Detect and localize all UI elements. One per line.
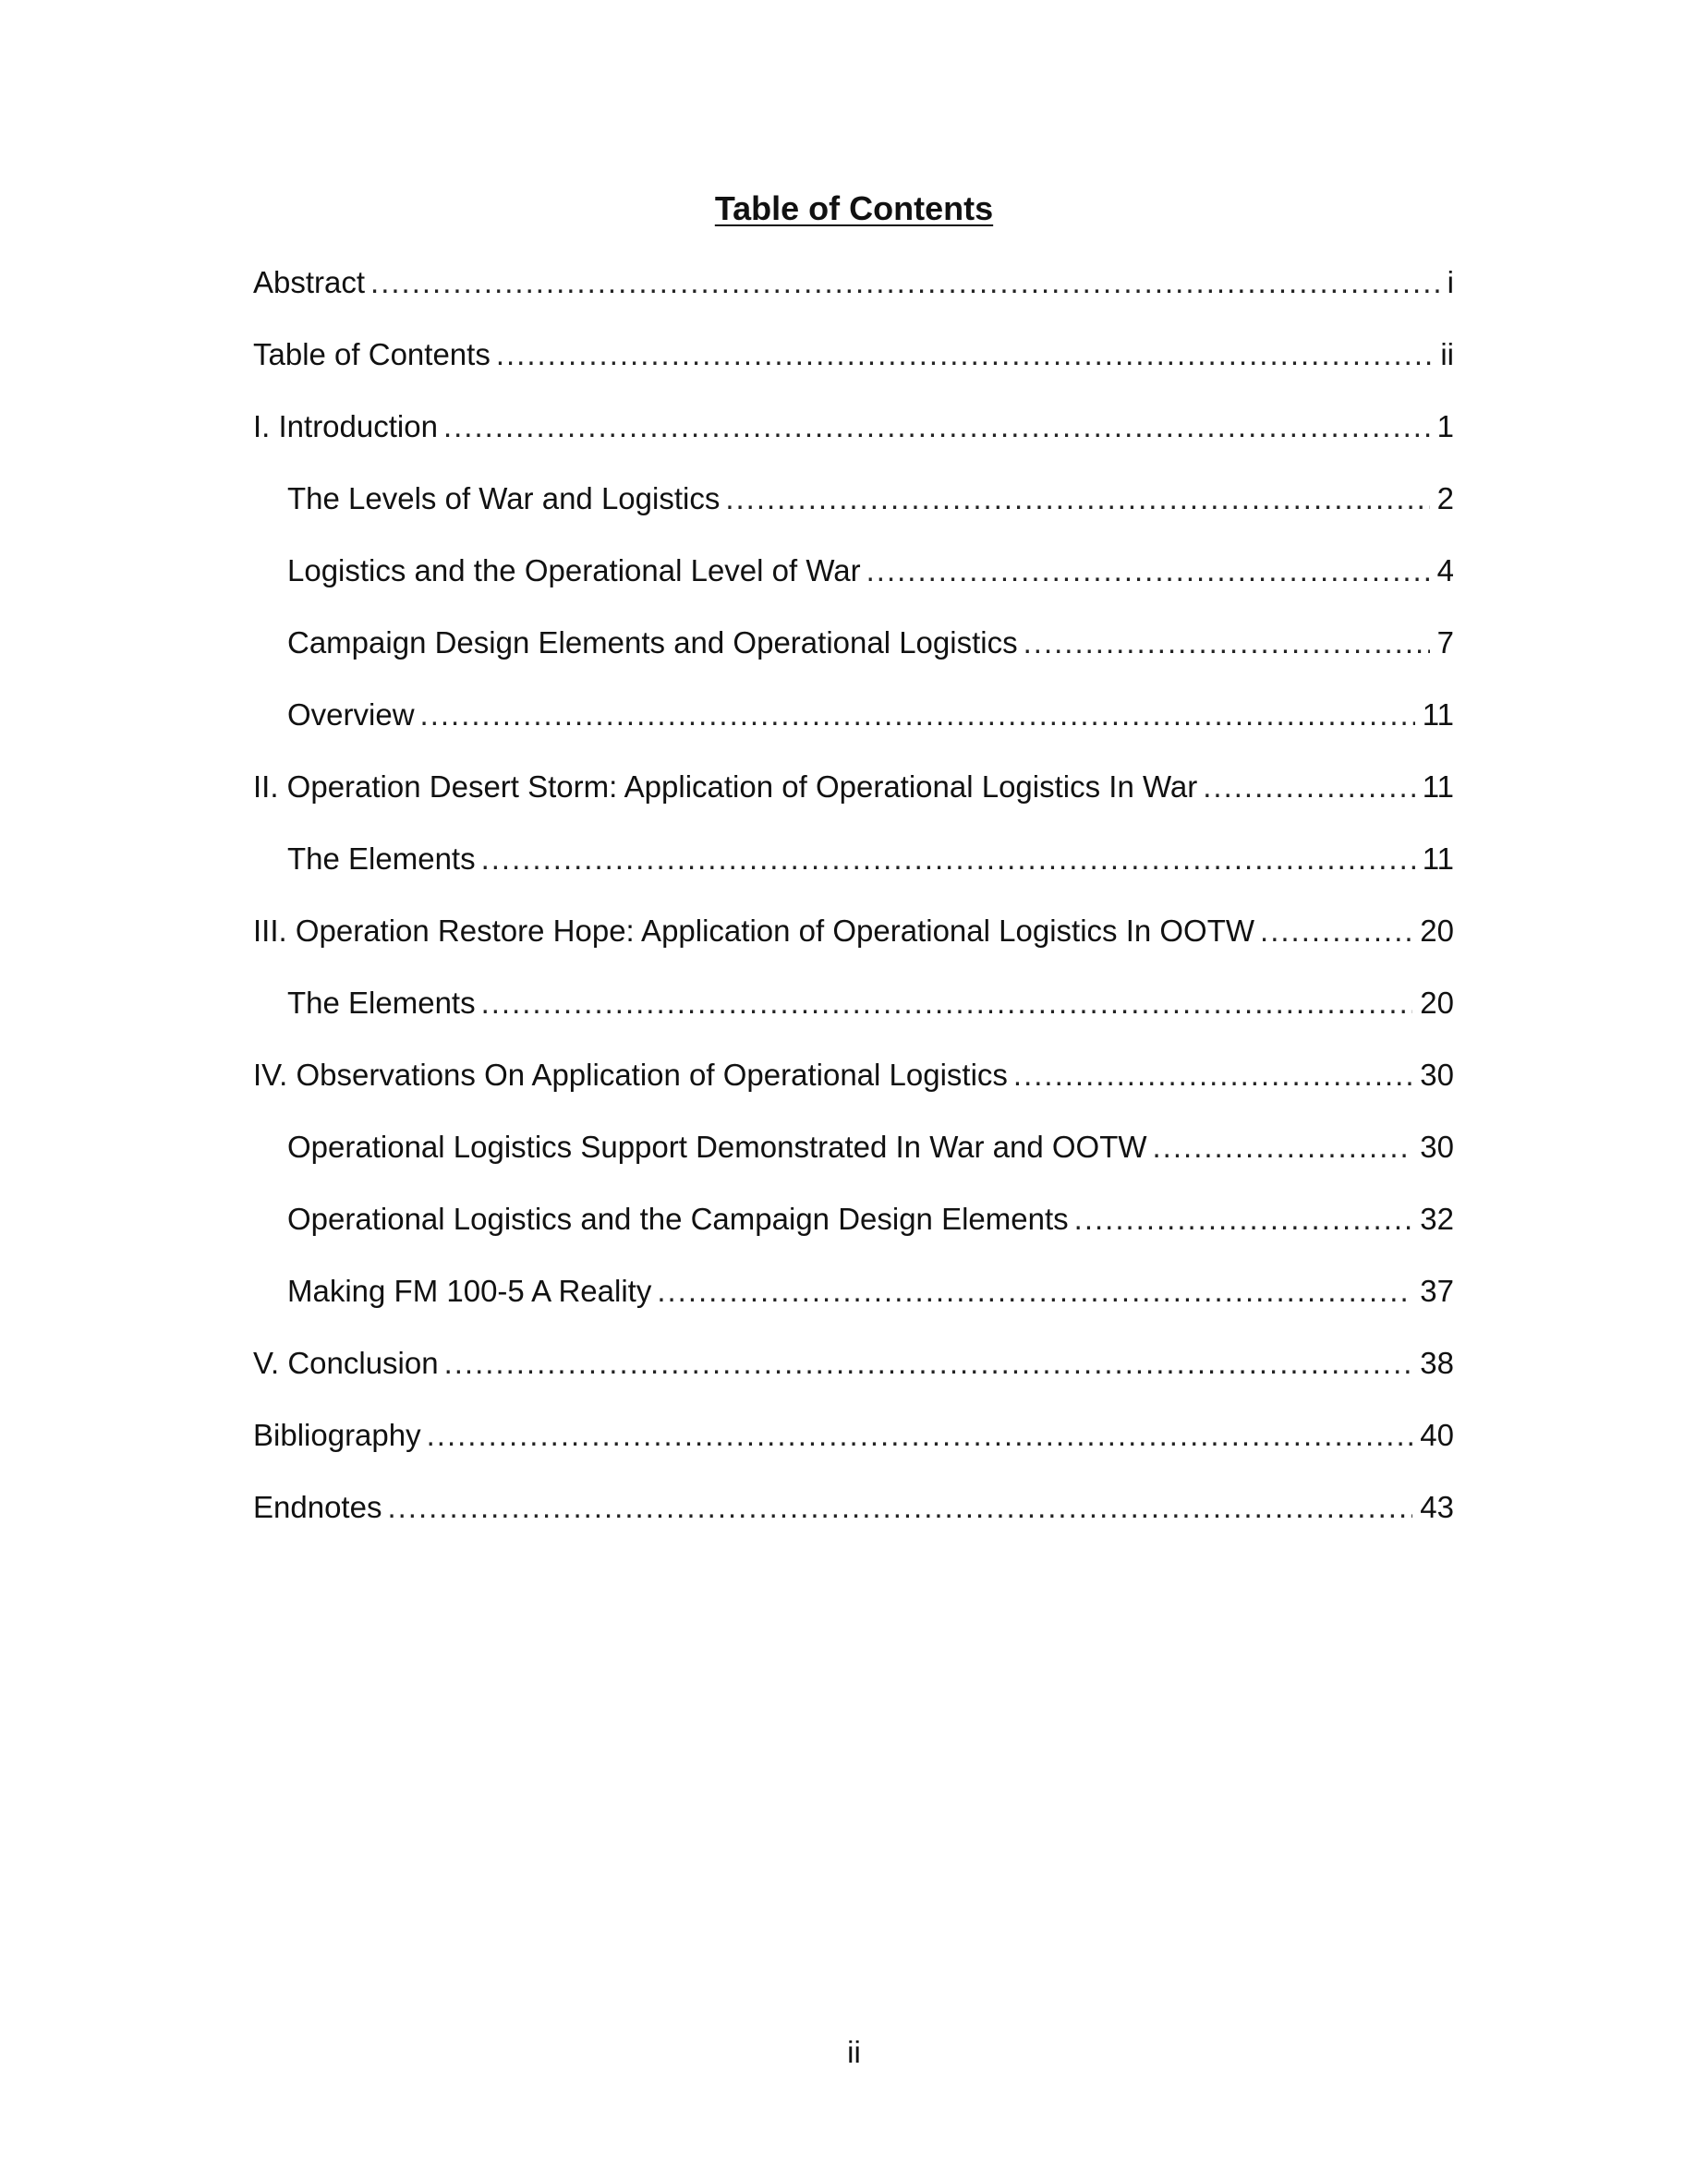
toc-dot-leader: [1203, 759, 1414, 815]
toc-entry-label: Logistics and the Operational Level of War: [287, 553, 861, 587]
toc-entry: [253, 1480, 1454, 1552]
toc-entry-page: 11: [1422, 841, 1454, 876]
toc-entry: [253, 615, 1454, 687]
toc-entry-label: The Levels of War and Logistics: [287, 481, 721, 515]
toc-entry-page: 11: [1422, 769, 1454, 804]
toc-dot-leader: [1260, 903, 1412, 959]
toc-entry-page: 20: [1420, 986, 1454, 1020]
toc-entry-page: 2: [1436, 481, 1454, 515]
toc-entry-label: Making FM 100-5 A Reality: [287, 1274, 652, 1308]
toc-entry-label: III. Operation Restore Hope: Application of Operational Logistics In OOTW: [253, 914, 1255, 948]
toc-entry-label: Operational Logistics Support Demonstrated In War and OOTW: [287, 1130, 1147, 1164]
toc-entry: [253, 831, 1454, 903]
toc-entry-label: Abstract: [253, 265, 366, 299]
toc-dot-leader: [496, 327, 1433, 382]
toc-entry-label: V. Conclusion: [253, 1346, 439, 1380]
toc-entry-label: Bibliography: [253, 1418, 421, 1452]
toc-dot-leader: [1024, 615, 1430, 671]
toc-entry-label: The Elements: [287, 986, 476, 1020]
page-number: ii: [847, 2035, 861, 2069]
toc-entry: [253, 1264, 1454, 1336]
toc-dot-leader: [725, 471, 1429, 527]
toc-dot-leader: [481, 975, 1413, 1031]
toc-dot-leader: [370, 255, 1440, 310]
toc-dot-leader: [1013, 1047, 1412, 1103]
toc-entry-label: Operational Logistics and the Campaign Design Elements: [287, 1202, 1069, 1236]
toc-entry-label: I. Introduction: [253, 409, 438, 443]
page-title: Table of Contents: [714, 189, 994, 227]
toc-dot-leader: [657, 1264, 1412, 1319]
toc-entry-page: 30: [1420, 1058, 1454, 1092]
toc-entry-label: Overview: [287, 697, 415, 732]
toc-dot-leader: [866, 543, 1430, 599]
toc-entry-label: Endnotes: [253, 1490, 382, 1524]
table-of-contents: [253, 255, 1454, 1552]
toc-entry-page: 30: [1420, 1130, 1454, 1164]
toc-dot-leader: [420, 687, 1415, 743]
toc-entry-label: Table of Contents: [253, 337, 491, 371]
toc-entry: [253, 327, 1454, 399]
toc-entry-page: 32: [1420, 1202, 1454, 1236]
toc-entry: [253, 1120, 1454, 1192]
toc-entry: [253, 975, 1454, 1047]
toc-entry-page: 1: [1436, 409, 1454, 443]
toc-dot-leader: [443, 399, 1430, 454]
toc-entry-page: 37: [1420, 1274, 1454, 1308]
toc-entry: [253, 1192, 1454, 1264]
toc-entry: [253, 471, 1454, 543]
toc-entry: [253, 759, 1454, 831]
toc-entry: [253, 1336, 1454, 1408]
toc-dot-leader: [427, 1408, 1413, 1463]
toc-entry: [253, 903, 1454, 975]
toc-entry: [253, 543, 1454, 615]
toc-entry: [253, 1047, 1454, 1120]
toc-entry-label: The Elements: [287, 841, 476, 876]
toc-entry-page: 20: [1420, 914, 1454, 948]
toc-entry-page: 4: [1436, 553, 1454, 587]
toc-dot-leader: [481, 831, 1415, 887]
toc-entry-label: Campaign Design Elements and Operational Logistics: [287, 625, 1018, 660]
toc-entry-page: 11: [1422, 697, 1454, 732]
toc-entry-page: 7: [1436, 625, 1454, 660]
toc-entry: [253, 399, 1454, 471]
toc-dot-leader: [387, 1480, 1412, 1535]
toc-entry: [253, 687, 1454, 759]
toc-entry-page: i: [1447, 265, 1454, 299]
toc-entry-page: 43: [1420, 1490, 1454, 1524]
toc-entry-page: ii: [1440, 337, 1454, 371]
toc-entry-label: II. Operation Desert Storm: Application of Operational Logistics In War: [253, 769, 1198, 804]
toc-entry-page: 38: [1420, 1346, 1454, 1380]
toc-entry: [253, 255, 1454, 327]
toc-entry-label: IV. Observations On Application of Operational Logistics: [253, 1058, 1008, 1092]
toc-entry: [253, 1408, 1454, 1480]
toc-dot-leader: [1153, 1120, 1413, 1175]
toc-entry-page: 40: [1420, 1418, 1454, 1452]
toc-dot-leader: [444, 1336, 1413, 1391]
toc-dot-leader: [1074, 1192, 1413, 1247]
